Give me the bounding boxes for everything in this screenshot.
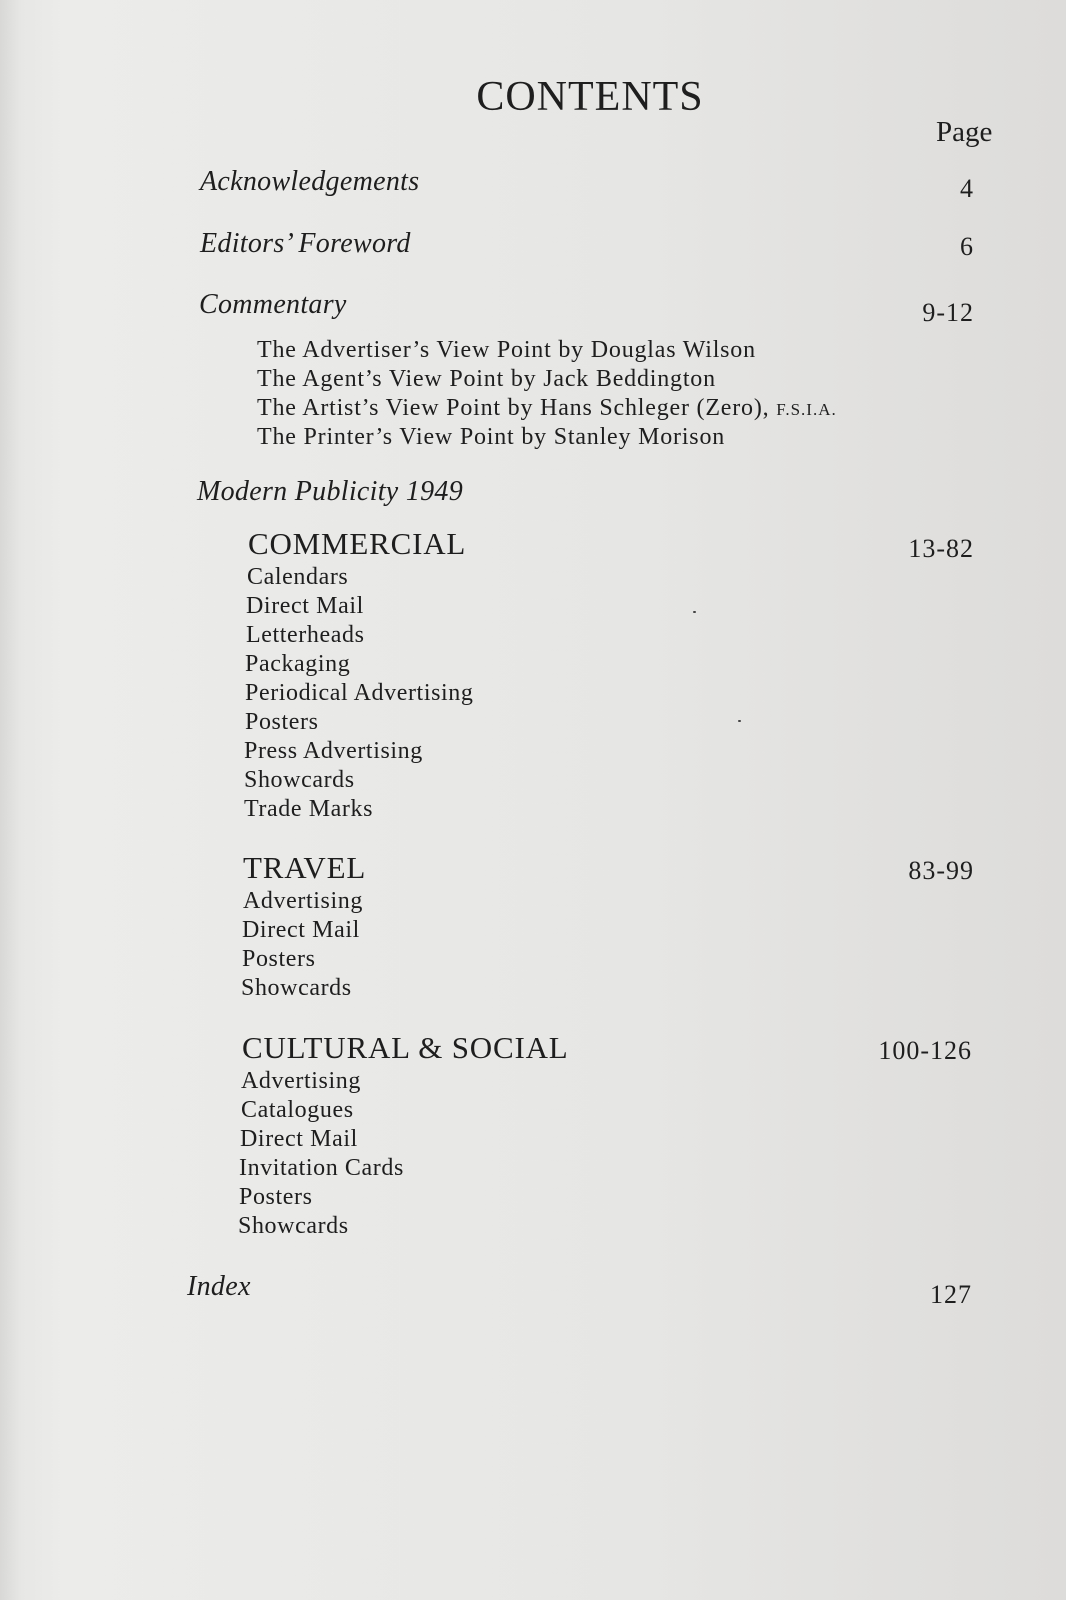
list-item: Direct Mail xyxy=(246,593,364,619)
page-column-label: Page xyxy=(936,116,993,148)
category-travel: TRAVEL xyxy=(243,850,367,885)
commentary-item: The Agent’s View Point by Jack Beddington xyxy=(257,366,716,392)
list-item: Showcards xyxy=(244,767,355,793)
commentary-item xyxy=(257,396,837,420)
list-item: Direct Mail xyxy=(242,917,360,943)
list-item: Calendars xyxy=(247,564,349,590)
foreword-page: 6 xyxy=(960,232,974,261)
modern-publicity-title: Modern Publicity 1949 xyxy=(197,476,464,507)
category-commercial: COMMERCIAL xyxy=(248,526,467,561)
commentary-title: Commentary xyxy=(199,289,347,320)
list-item: Showcards xyxy=(238,1213,349,1239)
list-item: Advertising xyxy=(241,1068,361,1094)
acknowledgements-page: 4 xyxy=(960,174,974,203)
index-title: Index xyxy=(187,1271,251,1302)
list-item: Press Advertising xyxy=(244,738,423,764)
page-title: CONTENTS xyxy=(476,74,704,120)
travel-page: 83-99 xyxy=(908,856,974,885)
foreword-title: Editors’ Foreword xyxy=(200,228,411,259)
list-item: Advertising xyxy=(243,888,363,914)
commentary-page: 9-12 xyxy=(922,298,974,327)
index-page: 127 xyxy=(930,1280,972,1309)
list-item: Periodical Advertising xyxy=(245,680,474,706)
list-item: Posters xyxy=(245,709,319,735)
category-cultural-social: CULTURAL & SOCIAL xyxy=(242,1030,569,1065)
list-item: Letterheads xyxy=(246,622,365,648)
cultural-page: 100-126 xyxy=(878,1036,972,1065)
list-item: Direct Mail xyxy=(240,1126,358,1152)
list-item: Posters xyxy=(242,946,316,972)
commentary-item: The Printer’s View Point by Stanley Morison xyxy=(257,424,726,450)
paper-speck xyxy=(693,611,696,613)
list-item: Showcards xyxy=(241,975,352,1001)
list-item: Trade Marks xyxy=(244,796,374,822)
list-item: Posters xyxy=(239,1184,313,1210)
list-item: Invitation Cards xyxy=(239,1155,404,1181)
fsia-designation: F.S.I.A. xyxy=(776,400,837,419)
list-item: Packaging xyxy=(245,651,351,677)
paper-speck xyxy=(738,720,741,722)
commentary-item-text: The Artist’s View Point by Hans Schleger (Zero), xyxy=(257,395,770,421)
acknowledgements-title: Acknowledgements xyxy=(200,166,420,197)
commentary-item: The Advertiser’s View Point by Douglas Wilson xyxy=(257,337,756,363)
list-item: Catalogues xyxy=(241,1097,354,1123)
commercial-page: 13-82 xyxy=(908,534,974,563)
